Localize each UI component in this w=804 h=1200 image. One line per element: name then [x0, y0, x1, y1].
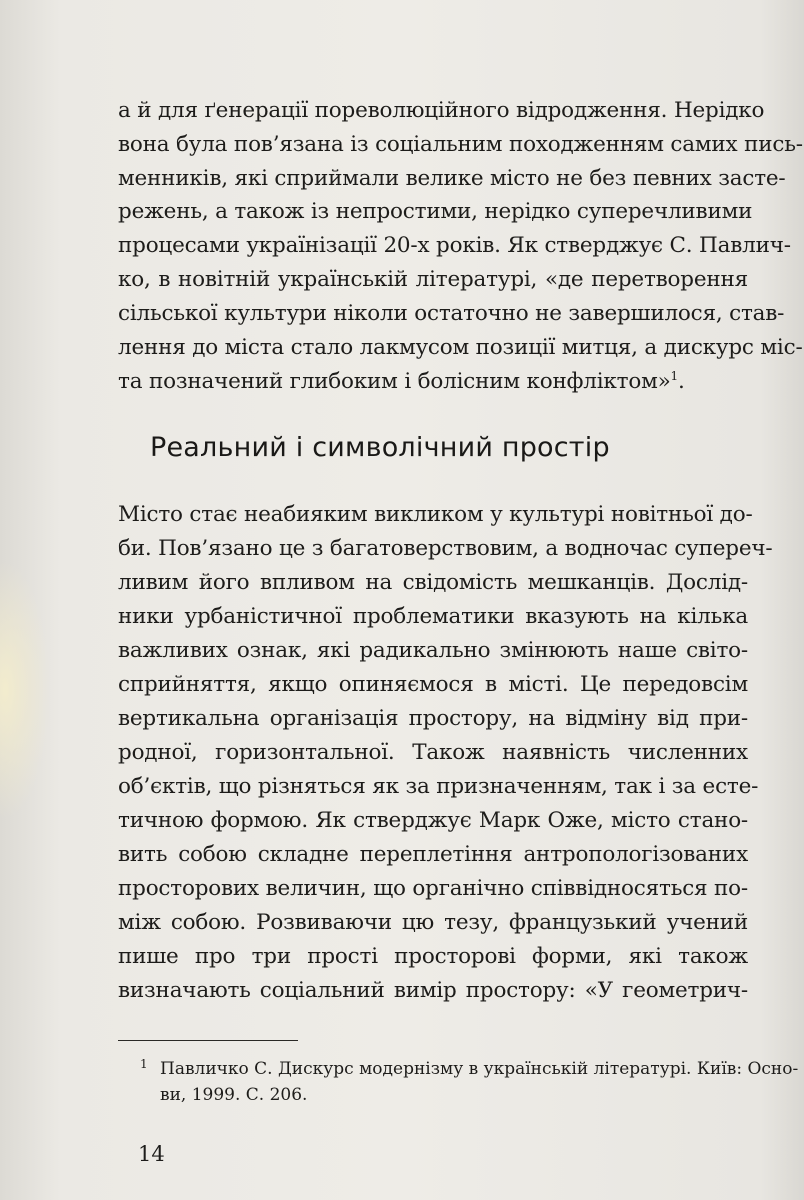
footnote-reference[interactable]: 1 [670, 368, 678, 383]
text-line: ко, в новітній українській літературі, «де перетворення [118, 267, 748, 292]
text-line: менників, які сприймали велике місто не без певних засте- [118, 166, 786, 191]
text-line: між собою. Розвиваючи цю тезу, французький учений [118, 910, 748, 935]
text-line: важливих ознак, які радикально змінюють наше світо- [118, 638, 748, 663]
text-line: процесами українізації 20-х років. Як стверджує С. Павлич- [118, 233, 791, 258]
text-line: вона була пов’язана із соціальним походженням самих пись- [118, 132, 803, 157]
text-line: родної, горизонтальної. Також наявність численних [118, 740, 748, 765]
text-line: би. Пов’язано це з багатоверствовим, а водночас супереч- [118, 536, 773, 561]
footnote-line: ви, 1999. С. 206. [160, 1085, 308, 1105]
footnote-divider [118, 1040, 298, 1041]
text-line: Місто стає неабияким викликом у культурі новітньої до- [118, 502, 753, 527]
text-line: лення до міста стало лакмусом позиції митця, а дискурс міс- [118, 335, 803, 360]
text-line: та позначений глибоким і болісним конфліктом»$^1$. [118, 368, 685, 394]
text-line: просторових величин, що органічно співвідносяться по- [118, 876, 748, 901]
text-line: пише про три прості просторові форми, які також [118, 944, 748, 969]
page-number: 14 [138, 1142, 165, 1166]
section-heading: Реальний і символічний простір [150, 432, 610, 463]
text-line: тичною формою. Як стверджує Марк Оже, місто стано- [118, 808, 748, 833]
text-line: вертикальна організація простору, на відміну від при- [118, 706, 748, 731]
text-line: ники урбаністичної проблематики вказують на кілька [118, 604, 748, 629]
text-line: вить собою складне переплетіння антропологізованих [118, 842, 748, 867]
text-line: ливим його впливом на свідомість мешканців. Дослід- [118, 570, 748, 595]
text-line: сільської культури ніколи остаточно не завершилося, став- [118, 301, 785, 326]
text-line: визначають соціальний вимір простору: «У геометрич- [118, 978, 748, 1003]
text-line-content: та позначений глибоким і болісним конфліктом» [118, 369, 671, 394]
text-line: об’єктів, що різняться як за призначенням, так і за есте- [118, 774, 759, 799]
text-line: а й для ґенерації пореволюційного відродження. Нерідко [118, 98, 765, 123]
footnote-line: Павличко С. Дискурс модернізму в українській літературі. Київ: Осно- [160, 1059, 799, 1079]
light-glare [0, 560, 50, 820]
footnote-number: 1 [140, 1057, 148, 1071]
text-line: режень, а також із непростими, нерідко суперечливими [118, 199, 753, 224]
text-line: сприйняття, якщо опиняємося в місті. Це передовсім [118, 672, 748, 697]
